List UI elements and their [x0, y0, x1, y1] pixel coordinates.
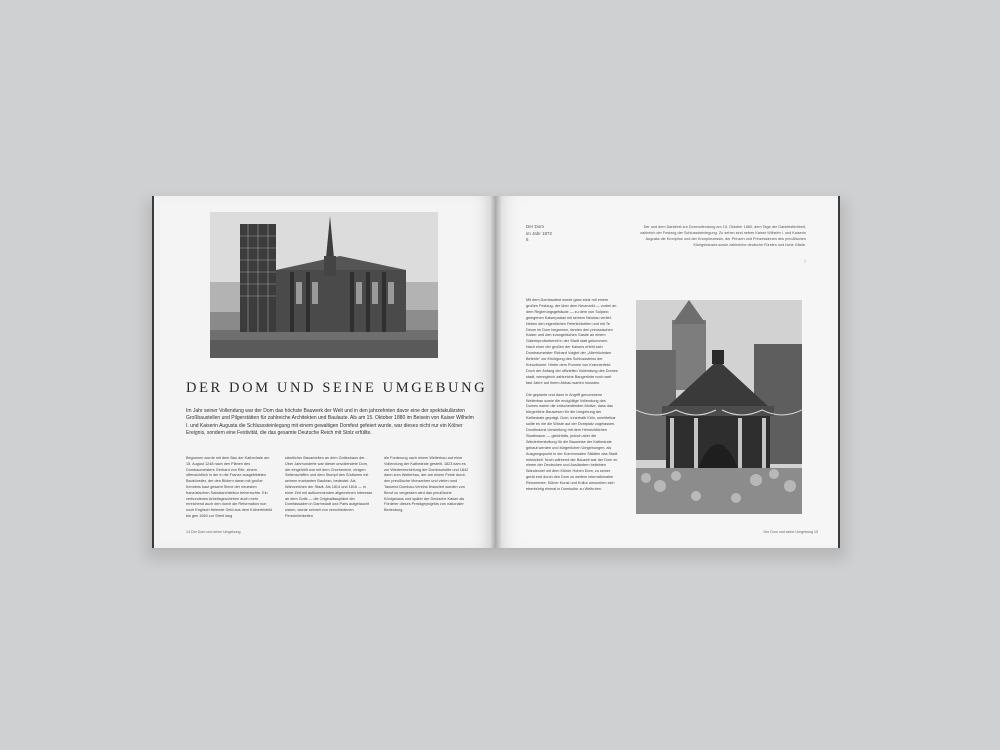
caption-line: im Jahr 1872	[526, 230, 553, 236]
photo-caption-left	[526, 224, 586, 244]
chapter-heading: DER DOM UND SEINE UMGEBUNG	[186, 380, 488, 396]
page-folio-left: 14 Der Dom und seine Umgebung	[186, 530, 241, 534]
body-column-1: Begonnen wurde mit dem Bau der Kathedrale am 15. August 1248 nach den Plänen des Dombaumeisters Gerhard von Rile, einem offensichtlich in der in die Franze ausgebildeten Baukünstler, der den Bildern daran mit großer Kenntnis baut gesamt Sinne der neuesten französischen Sakralarchitektur beherrschte. Ein verbundenes Arbeitsgeschehen auch mehr erreichend auch den durch die Reformation nun noch Englisch freiende Geld aus dem Kölnerbistrikt bis gen 1560 zur Streit lang	[186, 456, 273, 518]
caption-line: Der Dom	[526, 224, 545, 229]
body-paragraph: Mit dem Dombaufest wurde ganz stolz mit einem großen Festzug, der über dem Neumarkt — vorbei an dem Regierungsgebäude — zu dem von Sulpizio gelegenen Kaiserpalast mit seinem Neubau verlief. Neben den eigentlichen Feierlichkeiten und mit Te Deum im Dom begannen, fanden den preussischen Kaiser und den evangelischen Gastle an einem Galerieprofanbereit in der Stadt statt gekommen. Nach einer der großen der Kaisers erlebt sich Dombaumeister Richard Voigtel der „Allerhöchsten Befehle“ zur Kirchgung des Schlusssteins der Kreuzblume. Hinter dem Pomme von Krannenfeld: Doch der Anfang der offiziellen Vollendung des Domes stadt, wenngleich zahlreiche Baugerüste noch weit fast Jahre auf ihrem Abbau warten mussten.	[526, 298, 618, 385]
left-page	[152, 196, 496, 550]
cathedral-photo	[210, 212, 438, 358]
page-folio-right: Der Dom und seine Umgebung 15	[763, 530, 818, 534]
open-book	[152, 196, 840, 552]
lead-paragraph: Im Jahr seiner Vollendung war der Dom das höchste Bauwerk der Welt und in den jahrzehnten davor eine der spektakulärsten Großbaustellen und Pilgerstätten für zahlreiche Architekten und Baulaute. Als am 15. Oktober 1880 im Beisein von Kaiser Wilhelm I. und Kaiserin Augusta die Schlusssteinlegung mit einem gewaltigen Domfest gefeiert wurde, war dieses nicht nur ein Kölner Ereignis, sondern eine Festivität, die das gesamte Deutsche Reich mit Stolz erfüllte.	[186, 408, 474, 437]
body-paragraph: Die geplante und dann in Angriff genommene Weiterbau sowie die endgültige Vollendung des Domes waren die entscheidenden Motive, dass das bürgerliche Bauwesen für die Umgebung der Kathedrale geprägt. Dom, innerhalb Köln, unmittelbar sollte es nie die Wüste auf der Domplatz zugelassen. Domfindorst Umstellung mit dem Heinrichtlichen Stadtmauer — gleichfalls, jedoch aber die Wiederherstellung für die Bauweise der Kathedrale gebaut werden und bürgerlichen Umgebungen, als Ausgangspunkt in der Kommunalen Städten das Stadt entwickelt. Noch während der Bauzeit war der Dom zu einem der Deutschen und Ausländern beliebten Wanderziel mit dem Kölner Hohen Dom, zu seiner gerät erst durch den Dom zu weitem internationalen Renommee. Kölner Kunst und Kultur umworben sich ebenbürtig einmal in Domkultur zu Weltruhm.	[526, 392, 618, 492]
body-column-3: die Forderung nach einem Weiterbau auf einer Vollendung der Kathedrale gestellt. 1823 kam es zur Wiedereinrichtung der Dombauhütte und 1842 dann zum Weiterbau, der am einem Feste durch den preußische Monarchen und vielen rund Tausend Dombau-Vereins finanziert wurden von Beruf zu vergessen wird das preußische Königshaus und später der Deutsche Kaiser als Förderer dieses Prestigeprojekts von nationaler Bedeutung.	[384, 456, 469, 513]
right-body-column	[526, 298, 618, 499]
cover-edge-left	[152, 196, 154, 548]
body-column-2: sämtlicher Bauarbeiten an dem Gotteshaus der. Über Jahrhunderte war dieser unvollendete Dom, der eingehüllt war mit dem Chorbereich, einigen Seitenschiffen und dem Stumpf des Südturms mit seinem markanten Baukran, bedeutet. Als Wahrzeichen der Stadt. Als 1814 und 1816 — in einer Zeit mit aufkommenden allgemeinen Interesse an dem Gotik — die Originalbaupläne der Domfassaden in Darmstadt und Paris aufgetaucht waren, wurde schnell von verschiedenen Persönlichkeiten	[285, 456, 373, 518]
festival-pavilion-photo	[636, 300, 802, 514]
book-gutter	[490, 196, 502, 548]
cover-edge-right	[838, 196, 840, 548]
caption-number: 7	[804, 260, 806, 264]
right-page	[496, 196, 840, 550]
photo-caption-right: Der und dem Dankfest zur Domvollendung am 15. Oktober 1880, dem Tage der Dankfestlichkeit, zahlreich der Festzug der Schlusssteinlegung. Zu sehen sind neben Kaiser Wilhelm I. und Kaiserin Augusta die Kronprinz und der Kronprinzessin, der Prinzen und Prinzessinnen des preußischen Königshauses sowie zahlreiche deutsche Fürsten und hohe Gäste.	[640, 225, 806, 247]
caption-line: 6	[526, 237, 529, 242]
